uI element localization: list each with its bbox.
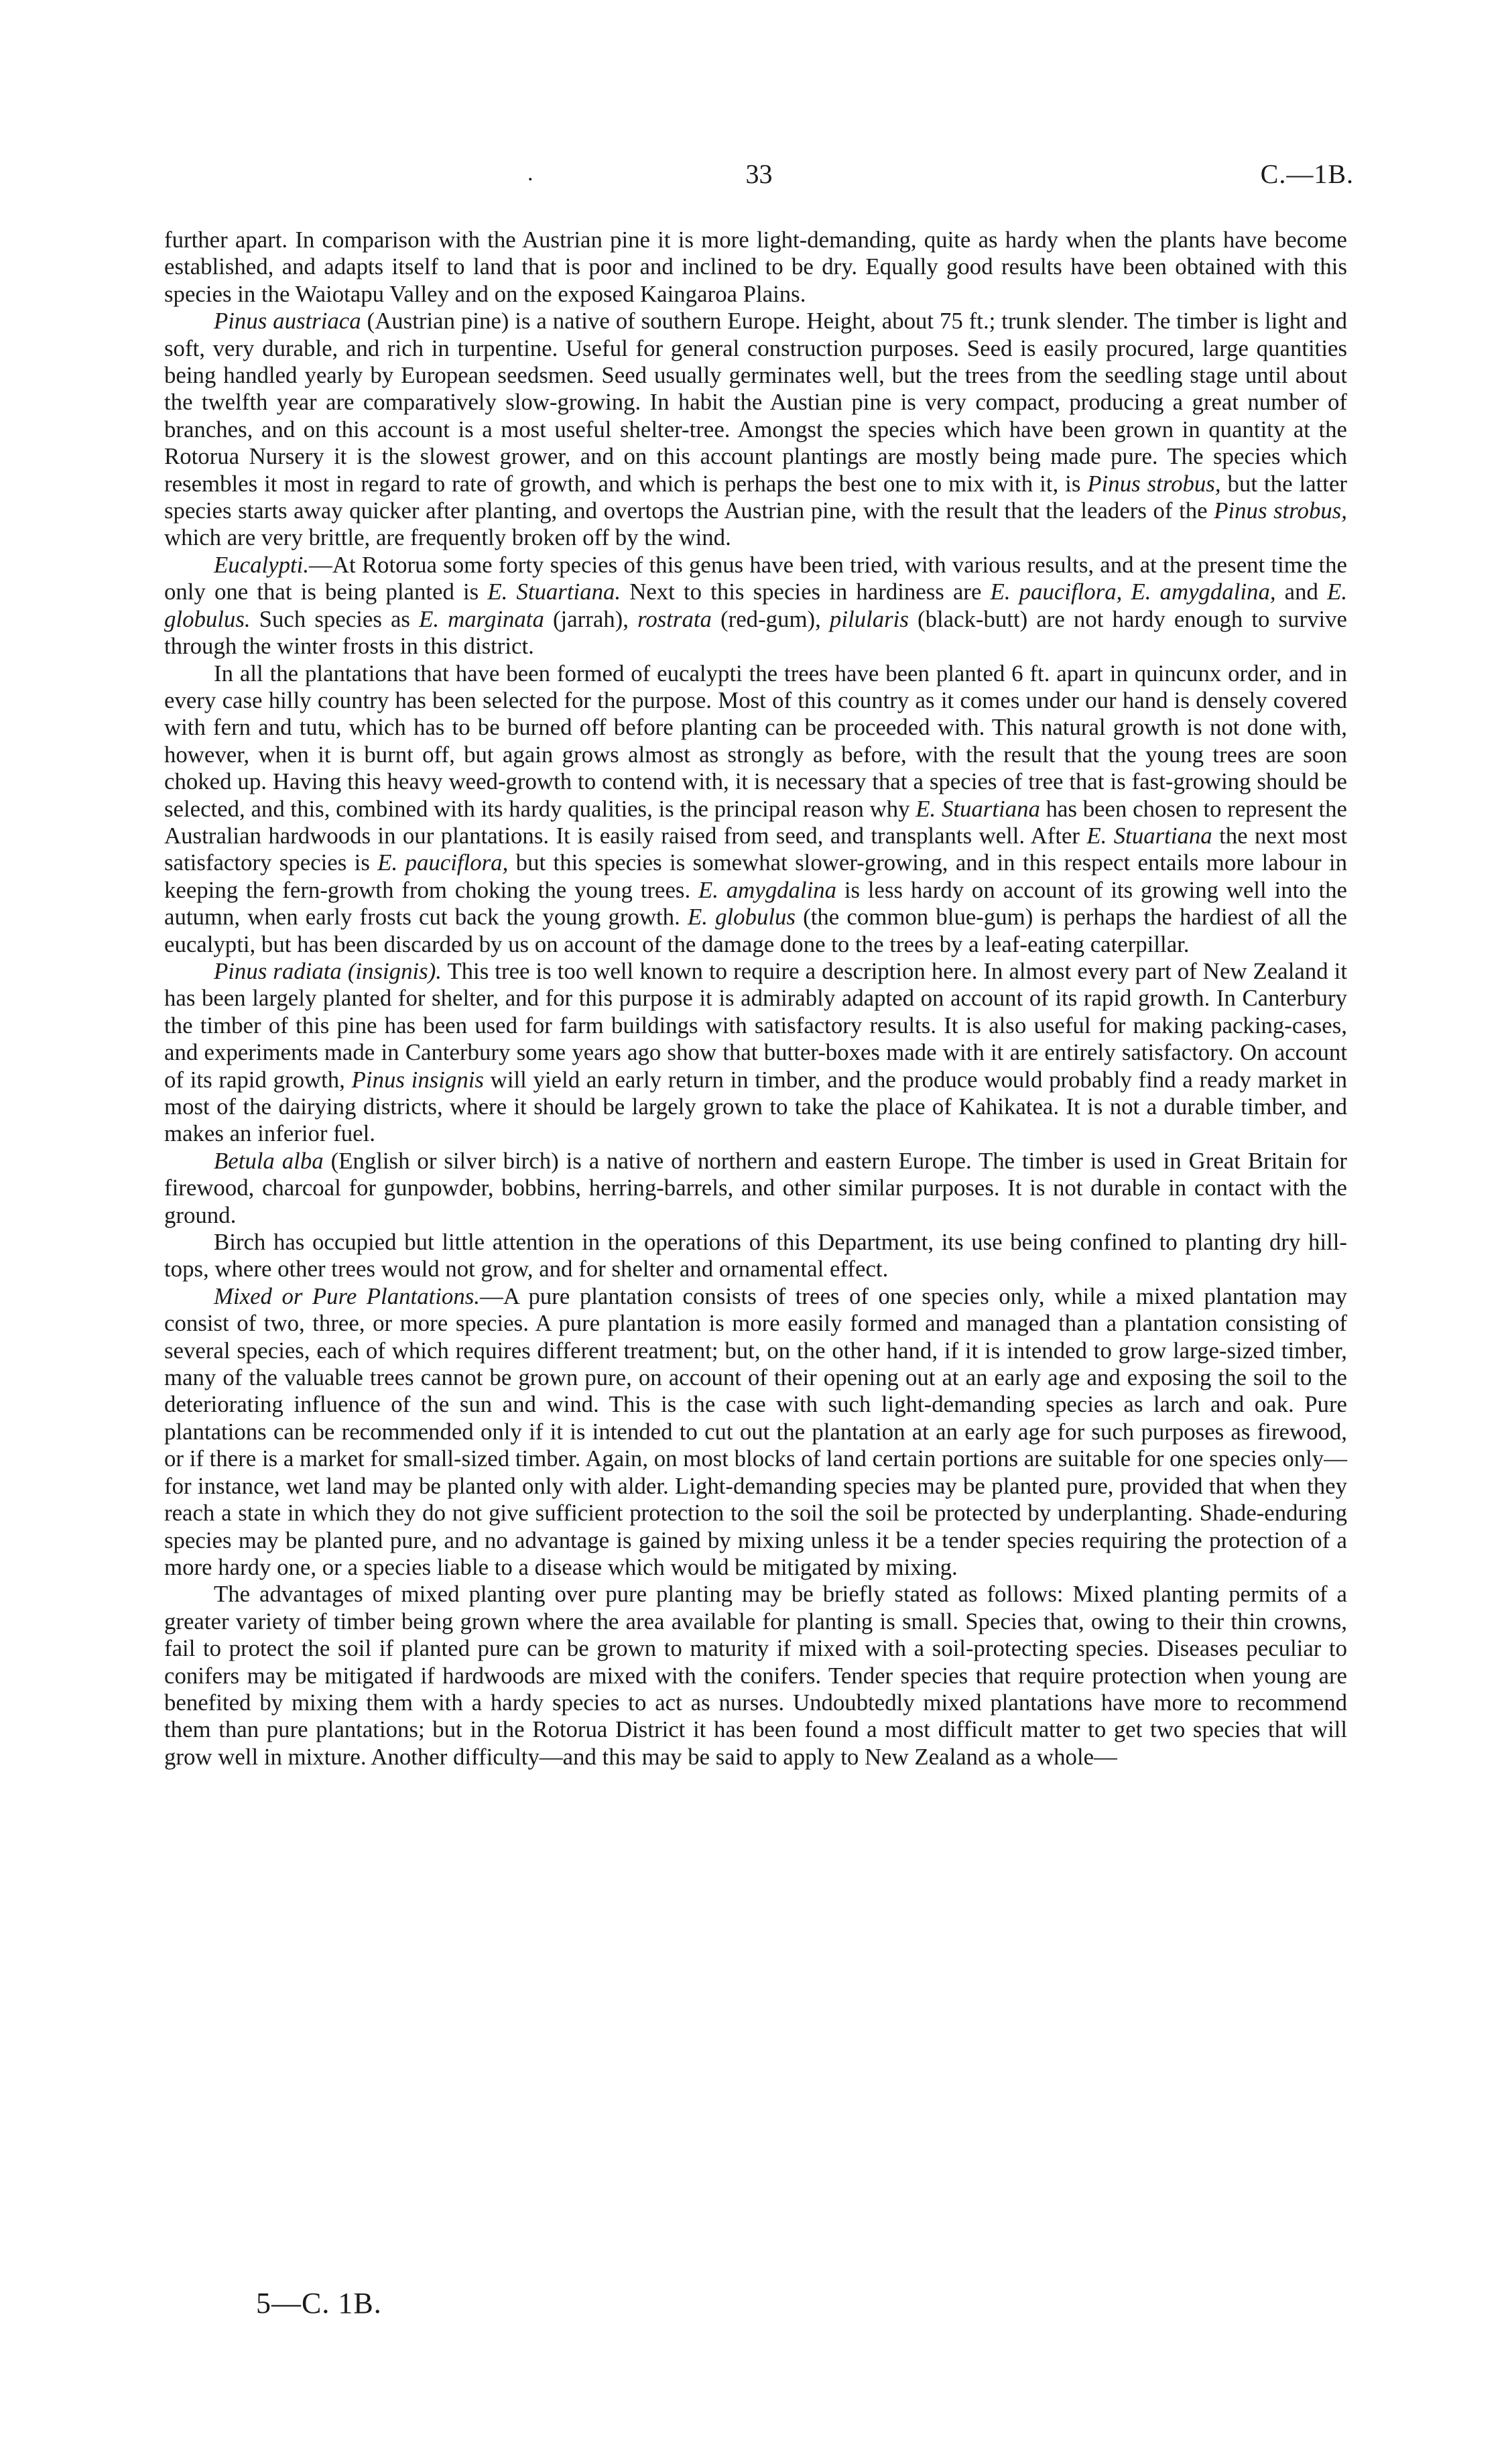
paragraph [164,552,1347,660]
italic-term: pilularis [829,605,909,632]
italic-term: E. marginata [419,605,544,632]
italic-term: Eucalypti. [214,551,310,578]
text-run: but this species is somewhat slower-growing, and in this respect entails more labour in keeping the fern-growth from choking the young trees. [164,849,1347,903]
text-run: further apart. In comparison with the Austrian pine it is more light-demanding, quite as hardy when the plants have become established, and adapts itself to land that is poor and inclined to be dry. Equally good results have been obtained with this species in the Waiotapu Valley and on the exposed Kaingaroa Plains. [164,227,1347,307]
text-run: In all the plantations that have been formed of eucalypti the trees have been planted 6 ft. apart in quincunx order, and in every case hilly country has been selected for the purpose. Most of this country as it comes under our hand is densely covered with fern and tutu, which has to be burned off before planting can be proceeded with. This natural growth is not done with, however, when it is burnt off, but again grows almost as strongly as before, with the result that the young trees are soon choked up. Having this heavy weed-growth to contend with, it is necessary that a species of tree that is fast-growing should be selected, and this, combined with its hardy qualities, is the principal reason why [164,660,1347,822]
text-run: Such species as [250,605,420,632]
header-marker: . [527,161,533,186]
text-run: but the latter species starts away quicker after planting, and overtops the Austrian pine, with the result that the leaders of the [164,470,1348,524]
italic-term: E. pauciflora, E. amygdalina, [990,579,1276,605]
text-run: (Austrian pine) is a native of southern Europe. Height, about 75 ft.; trunk slender. The timber is light and soft, very durable, and rich in turpentine. Useful for general construction purposes. Seed is easily procured, large quantities being handled yearly by European seedsmen. Seed usually germinates well, but the trees from the seedling stage until about the twelfth year are comparatively slow-growing. In habit the Austian pine is very compact, producing a great number of branches, and on this account is a most useful shelter-tree. Amongst the species which have been grown in quantity at the Rotorua Nursery it is the slowest grower, and on this account plantings are mostly being made pure. The species which resembles it most in regard to rate of growth, and which is perhaps the best one to mix with it, is [164,308,1348,497]
text-run: —At Rotorua some forty species of this genus have been tried, with various results, and at the present time the only one that is being planted is [164,551,1347,605]
text-run: will yield an early return in timber, and the produce would probably find a ready market in most of the dairying districts, where it should be largely grown to take the place of Kahikatea. It is not a durable timber, and makes an inferior fuel. [164,1066,1347,1147]
italic-term: Pinus radiata (insignis). [214,957,442,984]
italic-term: Pinus austriaca [214,308,361,335]
document-reference: C.—1B. [1260,159,1354,189]
italic-term: E. Stuartiana. [487,579,621,605]
italic-term: Pinus strobus, [1087,470,1221,497]
text-run: The advantages of mixed planting over pure planting may be briefly stated as follows: Mixed planting permits of a greater variety of timber being grown where the area available for planting is small. Species that, owing to their thin crowns, fail to protect the soil if planted pure can be grown to maturity if mixed with a soil-protecting species. Diseases peculiar to conifers may be mitigated if hardwoods are mixed with the conifers. Tender species that require protection when young are benefited by mixing them with a hardy species to act as nurses. Undoubtedly mixed plantations have more to recommend them than pure plantations; but in the Rotorua District it has been found a most difficult matter to get two species that will grow well in mixture. Another difficulty—and this may be said to apply to New Zealand as a whole— [164,1581,1347,1770]
text-run: This tree is too well known to require a description here. In almost every part of New Zealand it has been largely planted for shelter, and for this purpose it is admirably adapted on account of its rapid growth. In Canterbury the timber of this pine has been used for farm buildings with satisfactory results. It is also useful for making packing-cases, and experiments made in Canterbury some years ago show that butter-boxes made with it are entirely satisfactory. On account of its rapid growth, [164,957,1347,1093]
text-run: (jarrah), [544,605,638,632]
text-run: is less hardy on account of its growing well into the autumn, when early frosts cut back the young growth. [164,876,1347,931]
text-run: —A pure plantation consists of trees of one species only, while a mixed plantation may consist of two, three, or more species. A pure plantation is more easily formed and managed than a plantation consisting of several species, each of which requires different treatment; but, on the other hand, if it is intended to grow large-sized timber, many of the valuable trees cannot be grown pure, on account of their opening out at an early age and exposing the soil to the deteriorating influence of the sun and wind. This is the case with such light-demanding species as larch and oak. Pure plantations can be recommended only if it is intended to cut out the plantation at an early age for such purposes as firewood, or if there is a market for small-sized timber. Again, on most blocks of land certain portions are suitable for one species only—for instance, wet land may be planted only with alder. Light-demanding species may be planted pure, provided that when they reach a state in which they do not give sufficient protection to the soil the soil be protected by underplanting. Shade-enduring species may be planted pure, and no advantage is gained by mixing unless it be a tender species requiring the protection of a more hardy one, or a species liable to a disease which would be mitigated by mixing. [164,1282,1347,1580]
italic-term: Mixed or Pure Plantations. [214,1282,480,1309]
italic-term: Pinus insignis [351,1066,484,1093]
body-text [164,227,1347,1771]
italic-term: Pinus strobus, [1214,497,1347,524]
paragraph [164,227,1347,308]
page-signature: 5—C. 1B. [256,2287,382,2320]
page-number: 33 [745,159,773,189]
text-run: (black-butt) are not hardy enough to survive through the winter frosts in this district. [164,605,1347,660]
paragraph [164,1581,1347,1771]
italic-term: E. globulus [687,904,796,931]
text-run: Next to this species in hardiness are [621,579,991,605]
italic-term: Betula alba [214,1147,324,1174]
italic-term: E. pauciflora, [377,849,509,876]
italic-term: E. globulus. [164,579,1348,632]
paragraph [164,308,1347,552]
paragraph [164,660,1347,958]
italic-term: E. amygdalina [698,876,837,903]
paragraph [164,1148,1347,1229]
italic-term: E. Stuartiana [916,795,1040,822]
italic-term: rostrata [637,605,712,632]
text-run: (the common blue-gum) is perhaps the hardiest of all the eucalypti, but has been discarded by us on account of the damage done to the trees by a leaf-eating caterpillar. [164,904,1347,957]
text-run: and [1275,579,1328,605]
paragraph [164,958,1347,1148]
page-header [164,158,1354,198]
text-run: Birch has occupied but little attention in the operations of this Department, its use being confined to planting dry hill-tops, where other trees would not grow, and for shelter and ornamental effect. [164,1229,1347,1282]
text-run: which are very brittle, are frequently broken off by the wind. [164,524,731,551]
text-run: the next most satisfactory species is [164,822,1347,876]
text-run: (English or silver birch) is a native of northern and eastern Europe. The timber is used in Great Britain for firewood, charcoal for gunpowder, bobbins, herring-barrels, and other similar purposes. It is not durable in contact with the ground. [164,1147,1347,1228]
text-run: (red-gum), [711,605,830,632]
text-run: has been chosen to represent the Australian hardwoods in our plantations. It is easily raised from seed, and transplants well. After [164,795,1348,849]
italic-term: E. Stuartiana [1086,822,1212,849]
paragraph [164,1229,1347,1283]
paragraph [164,1283,1347,1581]
